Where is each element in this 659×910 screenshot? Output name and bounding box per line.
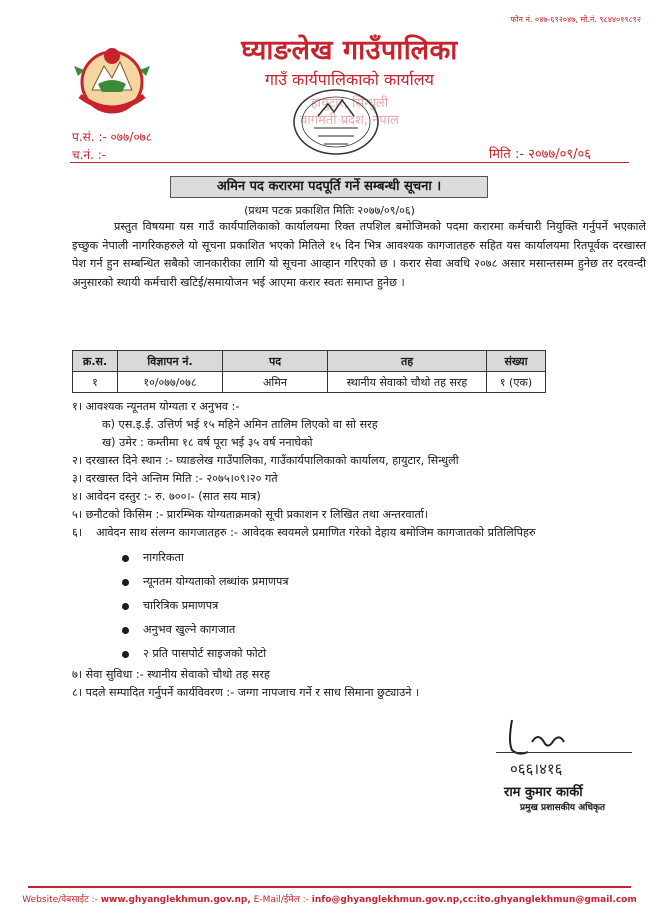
- document-label: अनुभव खुल्ने कागजात: [143, 623, 236, 636]
- email-label: E-Mail/ईमेल :-: [250, 895, 312, 905]
- website-label: Website/वेबसाईट :-: [22, 895, 101, 905]
- bullet-icon: [122, 651, 129, 658]
- notice-title: अमिन पद करारमा पदपूर्ति गर्ने सम्बन्धी सूचना ।: [170, 176, 488, 198]
- table-cell: अमिन: [223, 372, 328, 393]
- document-label: न्यूनतम योग्यताको लब्धांक प्रमाणपत्र: [143, 575, 289, 588]
- signatory-name: राम कुमार कार्की: [504, 785, 583, 800]
- table-header: विज्ञापन नं.: [118, 351, 223, 372]
- phone-number: फोन नं. ०४७-६९२०४७, मो.नं. ९८४४०१९८९२: [510, 15, 641, 24]
- list-item-text: आवेदन साथ संलग्न कागजातहरु :- आवेदक स्वयमले प्रमाणित गरेको देहाय बमोजिम कागजातको प्रतिलिपिहरु: [96, 526, 536, 539]
- list-item: ४। आवेदन दस्तुर :- रु. ७००।- (सात सय मात्र): [72, 490, 261, 503]
- document-label: नागरिकता: [143, 551, 184, 564]
- table-header: संख्या: [487, 351, 546, 372]
- requirements-list: [72, 398, 642, 702]
- bullet-icon: [122, 603, 129, 610]
- list-item: ख) उमेर : कम्तीमा १८ वर्ष पूरा भई ३५ वर्ष ननाघेको: [102, 436, 313, 449]
- notice-date: मिति :- २०७७/०९/०६: [488, 147, 591, 162]
- list-item: ७। सेवा सुविधा :- स्थानीय सेवाको चौथो तह सरह: [72, 668, 270, 681]
- notice-paragraph: प्रस्तुत विषयमा यस गाउँ कार्यपालिकाको कार्यालयमा रिक्त तपशिल बमोजिमको पदमा करारमा कर्मचारी नियुक्ति गर्नुपर्ने भएकाले इच्छुक नेपाली नागरिकहरुले यो सूचना प्रकाशित भएको मितिले १५ दिन भित्र आवश्यक कागजातहरु सहित यस कार्यालयमा रितपूर्वक दरखास्त पेश गर्न हुन सम्बन्धित सबैको जानकारीका लागि यो सूचना आव्हान गरिएको छ । करार सेवा अवधि २०७८ असार मसान्तसम्म हुनेछ तर दरवन्दी अनुसारको स्थायी कर्मचारी खटिई/समायोजन भई आएमा करार स्वतः समाप्त हुनेछ ।: [72, 220, 646, 289]
- table-cell: १ (एक): [487, 372, 546, 393]
- document-item: [72, 594, 642, 618]
- table-header: क्र.स.: [73, 351, 118, 372]
- office-seal-stamp: [290, 86, 382, 158]
- municipality-title: घ्याङलेख गाउँपालिका: [241, 35, 458, 66]
- signature-line: [496, 752, 632, 753]
- signature-icon: [498, 712, 618, 782]
- signatory-designation: प्रमुख प्रशासकीय अधिकृत: [520, 803, 606, 813]
- list-item: [72, 524, 642, 542]
- location-line-2: वागमती प्रदेश, नेपाल: [300, 113, 399, 128]
- reference-chalani-number: च.नं. :-: [72, 148, 107, 162]
- table-header: पद: [223, 351, 328, 372]
- vacancy-table: [72, 350, 546, 393]
- list-item: ८। पदले सम्पादित गर्नुपर्ने कार्यविवरण :- जग्गा नापजाच गर्ने र साध सिमाना छुट्याउने ।: [72, 686, 420, 699]
- table-header: तह: [328, 351, 487, 372]
- bullet-icon: [122, 579, 129, 586]
- first-published-date: (प्रथम पटक प्रकाशित मितिः २०७७/०९/०६): [244, 204, 415, 217]
- email-link[interactable]: info@ghyanglekhmun.gov.np,cc:ito.ghyanglekhmun@gmail.com: [311, 895, 637, 905]
- document-item: [72, 618, 642, 642]
- bullet-icon: [122, 627, 129, 634]
- document-label: २ प्रति पासपोर्ट साइजको फोटो: [143, 647, 267, 660]
- footer-divider: [28, 886, 631, 888]
- table-cell: १०/०७७/०७८: [118, 372, 223, 393]
- list-item: क) एस.इ.ई. उत्तिर्ण भई १५ महिने अमिन तालिम लिएको वा सो सरह: [102, 418, 378, 431]
- document-item: [72, 642, 642, 666]
- header-divider: [70, 162, 629, 163]
- office-subtitle: गाउँ कार्यपालिकाको कार्यालय: [265, 70, 434, 89]
- list-item: २। दरखास्त दिने स्थान :- घ्याङलेख गाउँपालिका, गाउँकार्यपालिकाको कार्यालय, हायुटार, सिन्धुली: [72, 454, 459, 467]
- table-header-row: [73, 351, 546, 372]
- bullet-icon: [122, 555, 129, 562]
- table-cell: १: [73, 372, 118, 393]
- footer: [0, 892, 659, 905]
- reference-patra-number: प.सं. :- ०७७/०७८: [72, 130, 153, 144]
- document-label: चारित्रिक प्रमाणपत्र: [143, 599, 219, 612]
- document-item: [72, 546, 642, 570]
- table-row: [73, 372, 546, 393]
- list-item-number: ६।: [72, 526, 83, 539]
- document-item: [72, 570, 642, 594]
- table-cell: स्थानीय सेवाको चौथो तह सरह: [328, 372, 487, 393]
- list-item: ३। दरखास्त दिने अन्तिम मिति :- २०७५।०९।२० गते: [72, 472, 278, 485]
- signature-number: ०६६।४१६: [510, 760, 563, 778]
- website-link[interactable]: www.ghyanglekhmun.gov.np,: [100, 895, 251, 905]
- location-line-1: हायुटार, सिन्धुली: [310, 96, 389, 111]
- list-item: १। आवश्यक न्यूनतम योग्यता र अनुभव :-: [72, 400, 240, 413]
- list-item: ५। छनौटको किसिम :- प्रारम्भिक योग्यताक्रमको सूची प्रकाशन र लिखित तथा अन्तरवार्ता।: [72, 508, 429, 521]
